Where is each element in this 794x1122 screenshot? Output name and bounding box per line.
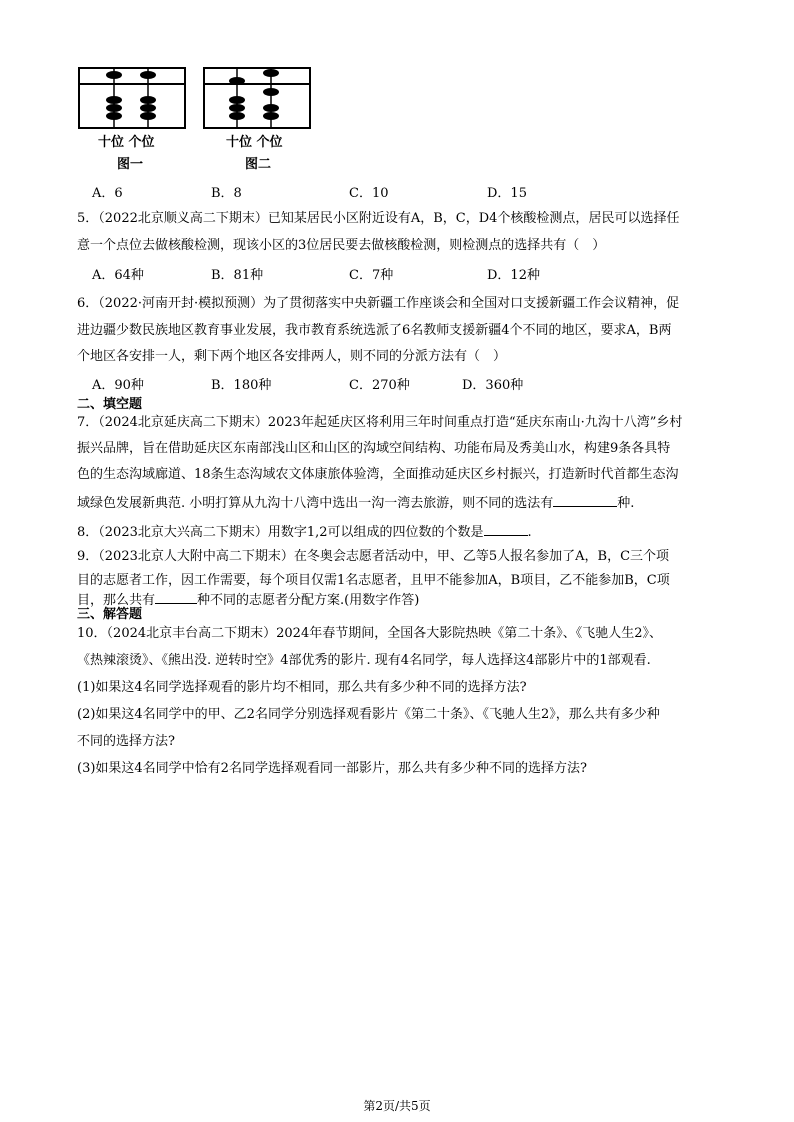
page-number-footer: 第2页/共5页	[363, 1099, 431, 1113]
figure-1-place-labels: 十位 个位	[98, 135, 155, 150]
q6-option-b: B．180种	[211, 378, 272, 393]
q5-option-b: B．81种	[211, 268, 264, 283]
q5-option-d: D．12种	[487, 268, 540, 283]
q10-subquestion-3: (3)如果这4名同学中恰有2名同学选择观看同一部影片，那么共有多少种不同的选择方法?	[77, 761, 587, 776]
q4-option-b: B．8	[211, 186, 242, 201]
q9-line-3-end: 种不同的志愿者分配方案.(用数字作答)	[197, 593, 420, 608]
q6-option-d: D．360种	[462, 378, 524, 393]
q6-option-c: C．270种	[349, 378, 410, 393]
q6-line-3: 个地区各安排一人，剩下两个地区各安排两人，则不同的分派方法有（ ）	[77, 349, 507, 364]
q6-option-a: A．90种	[92, 378, 144, 393]
section-3-heading: 三、解答题	[77, 607, 143, 622]
figure-1-caption: 图一	[117, 157, 144, 172]
q7-line-2: 振兴品牌，旨在借助延庆区东南部浅山区和山区的沟域空间结构、功能布局及秀美山水，构建9条各具特	[77, 441, 671, 456]
q10-subquestion-1: (1)如果这4名同学选择观看的影片均不相同，那么共有多少种不同的选择方法?	[77, 680, 527, 695]
q7-answer-blank[interactable]	[553, 494, 617, 507]
section-2-heading: 二、填空题	[77, 397, 143, 412]
q5-line-2: 意一个点位去做核酸检测，现该小区的3位居民要去做核酸检测，则检测点的选择共有（ ）	[77, 238, 606, 253]
figure-2-caption: 图二	[245, 157, 272, 172]
q7-line-4-text: 域绿色发展新典范. 小明打算从九沟十八湾中选出一沟一湾去旅游，则不同的选法有	[77, 496, 554, 511]
q9-line-3-text: 目，那么共有	[77, 593, 156, 608]
abacus-figure-1	[78, 67, 186, 129]
q8-line	[77, 523, 532, 541]
q6-line-2: 进边疆少数民族地区教育事业发展，我市教育系统选派了6名教师支援新疆4个不同的地区，要求A，B两	[77, 323, 672, 338]
q7-line-4	[77, 494, 634, 512]
q4-option-d: D．15	[487, 186, 527, 201]
q10-subquestion-2-line-1: (2)如果这4名同学中的甲、乙2名同学分别选择观看影片《第二十条》、《飞驰人生2》，那么共有多少种	[77, 707, 660, 722]
q9-answer-blank[interactable]	[155, 591, 197, 604]
q4-option-c: C．10	[349, 186, 389, 201]
q8-answer-blank[interactable]	[484, 523, 528, 536]
q5-option-a: A．64种	[92, 268, 144, 283]
q10-subquestion-2-line-2: 不同的选择方法?	[77, 734, 175, 749]
q9-line-1: 9．（2023北京人大附中高二下期末）在冬奥会志愿者活动中，甲、乙等5人报名参加了A，B，C三个项	[77, 549, 670, 564]
q8-text: 8．（2023北京大兴高二下期末）用数字1,2可以组成的四位数的个数是	[77, 525, 484, 540]
q5-line-1: 5．（2022北京顺义高二下期末）已知某居民小区附近设有A，B，C，D4个核酸检测点，居民可以选择任	[77, 211, 680, 226]
q10-line-2: 《热辣滚烫》、《熊出没. 逆转时空》4部优秀的影片. 现有4名同学，每人选择这4部影片中的1部观看.	[77, 653, 651, 668]
abacus-figure-2	[203, 67, 311, 129]
q10-line-1: 10．（2024北京丰台高二下期末）2024年春节期间，全国各大影院热映《第二十条》、《飞驰人生2》、	[77, 626, 662, 641]
q9-line-2: 目的志愿者工作，因工作需要，每个项目仅需1名志愿者，且甲不能参加A，B项目，乙不能参加B，C项	[77, 573, 670, 588]
q7-line-1: 7．（2024北京延庆高二下期末）2023年起延庆区将利用三年时间重点打造“延庆东南山·九沟十八湾”乡村	[77, 415, 683, 430]
q7-line-3: 色的生态沟域廊道、18条生态沟域农文体康旅体验湾，全面推动延庆区乡村振兴，打造新时代首都生态沟	[77, 467, 679, 482]
q7-line-4-end: 种.	[617, 496, 635, 511]
figure-2-place-labels: 十位 个位	[226, 135, 283, 150]
q4-option-a: A．6	[92, 186, 123, 201]
q5-option-c: C．7种	[349, 268, 394, 283]
q8-end: .	[527, 525, 532, 540]
q6-line-1: 6．（2022·河南开封·模拟预测）为了贯彻落实中央新疆工作座谈会和全国对口支援新疆工作会议精神，促	[77, 296, 680, 311]
